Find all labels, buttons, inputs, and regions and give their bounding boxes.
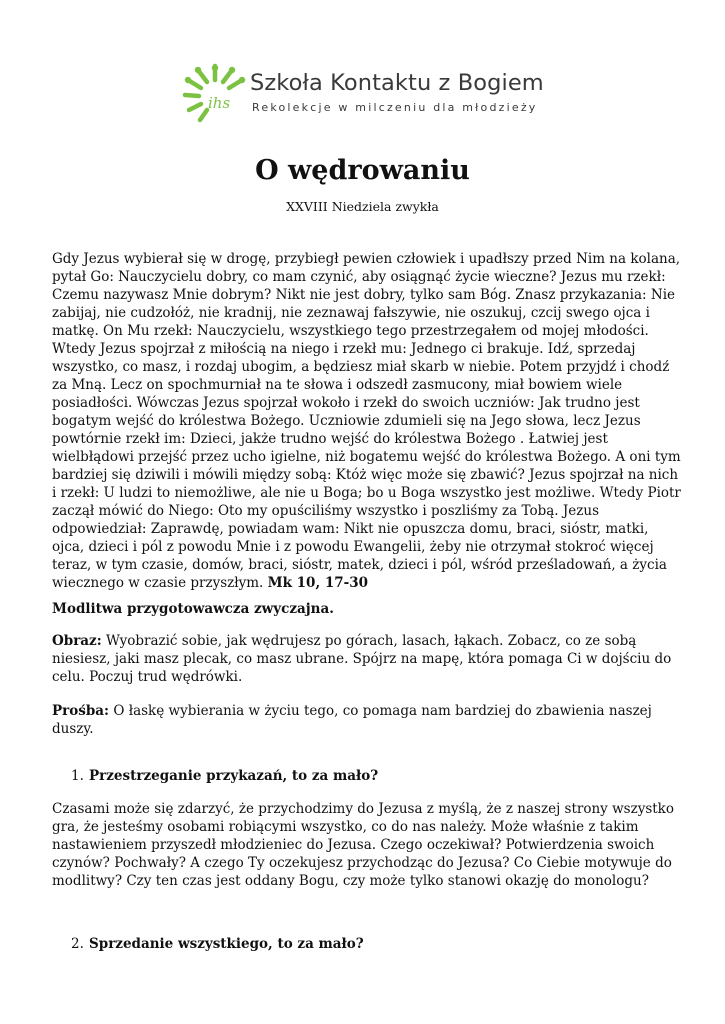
page-subtitle: XXVIII Niedziela zwykła (286, 199, 439, 214)
image-text: Wyobrazić sobie, jak wędrujesz po górach, lasach, łąkach. Zobacz, co ze sobą niesiesz, jaki masz plecak, co masz ubrane. Spójrz na mapę, która pomaga Ci w dojściu do celu. Poczuj trud wędrówki. (52, 633, 672, 685)
point-number: 1. (71, 768, 84, 784)
request-paragraph (52, 702, 682, 738)
svg-text:ihs: ihs (208, 94, 231, 112)
brand-subtitle: Rekolekcje w milczeniu dla młodzieży (252, 101, 538, 114)
sun-ihs-logo-icon (182, 58, 248, 124)
preparatory-prayer: Modlitwa przygotowawcza zwyczajna. (52, 601, 334, 617)
gospel-text: Gdy Jezus wybierał się w drogę, przybiegł pewien człowiek i upadłszy przed Nim na kolana, pytał Go: Nauczycielu dobry, co mam czynić, aby osiągnąć życie wieczne? Jezus mu rzekł: Czemu nazywasz Mnie dobrym? Nikt nie jest dobry, tylko sam Bóg. Znasz przykazania: Nie zabijaj, nie cudzołóż, nie kradnij, nie zeznawaj fałszywie, nie oszukuj, czcij swego ojca i matkę. On Mu rzekł: Nauczycielu, wszystkiego tego przestrzegałem od mojej młodości. Wtedy Jezus spojrzał z miłością na niego i rzekł mu: Jednego ci brakuje. Idź, sprzedaj wszystko, co masz, i rozdaj ubogim, a będziesz miał skarb w niebie. Potem przyjdź i chodź za Mną. Lecz on spochmurniał na te słowa i odszedł zasmucony, miał bowiem wiele posiadłości. Wówczas Jezus spojrzał wokoło i rzekł do swoich uczniów: Jak trudno jest bogatym wejść do królestwa Bożego. Uczniowie zdumieli się na Jego słowa, lecz Jezus powtórnie rzekł im: Dzieci, jakże trudno wejść do królestwa Bożego . Łatwiej jest wielbłądowi przejść przez ucho igielne, niż bogatemu wejść do królestwa Bożego. A oni tym bardziej się dziwili i mówili między sobą: Któż więc może się zbawić? Jezus spojrzał na nich i rzekł: U ludzi to niemożliwe, ale nie u Boga; bo u Boga wszystko jest możliwe. Wtedy Piotr zaczął mówić do Niego: Oto my opuściliśmy wszystko i poszliśmy za Tobą. Jezus odpowiedział: Zaprawdę, powiadam wam: Nikt nie opuszcza domu, braci, sióstr, matki, ojca, dzieci i pól z powodu Mnie i z powodu Ewangelii, żeby nie otrzymał stokroć więcej teraz, w tym czasie, domów, braci, sióstr, matek, dzieci i pól, wśród prześladowań, a życia wiecznego w czasie przyszłym. (52, 251, 681, 591)
page-title: O wędrowaniu (255, 155, 470, 186)
request-text: O łaskę wybierania w życiu tego, co pomaga nam bardziej do zbawienia naszej duszy. (52, 703, 652, 737)
point-title: Sprzedanie wszystkiego, to za mało? (89, 936, 364, 952)
image-paragraph (52, 632, 682, 686)
site-header (182, 56, 552, 128)
point-text: Czasami może się zdarzyć, że przychodzimy do Jezusa z myślą, że z naszej strony wszystko gra, że jesteśmy osobami robiącymi wszystko, co do nas należy. Może właśnie z takim nastawieniem przyszedł młodzieniec do Jezusa. Czego oczekiwał? Potwierdzenia swoich czynów? Pochwały? A czego Ty oczekujesz przychodząc do Jezusa? Co Ciebie motywuje do modlitwy? Czy ten czas jest oddany Bogu, czy może tylko stanowi okazję do monologu? (52, 801, 674, 889)
point-heading (71, 935, 364, 953)
brand-title: Szkoła Kontaktu z Bogiem (250, 70, 544, 96)
point-title: Przestrzeganie przykazań, to za mało? (89, 768, 379, 784)
image-label: Obraz: (52, 633, 102, 649)
point-heading (71, 767, 378, 785)
gospel-passage (52, 250, 682, 592)
point-number: 2. (71, 936, 84, 952)
gospel-reference: Mk 10, 17-30 (267, 575, 369, 591)
request-label: Prośba: (52, 703, 110, 719)
